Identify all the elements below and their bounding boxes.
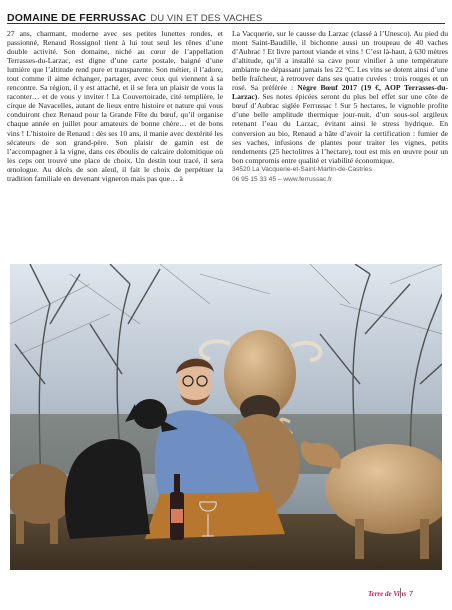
contact-line: 06 95 15 33 45 – www.ferrussac.fr (232, 175, 333, 183)
article-paragraph-1: 27 ans, charmant, moderne avec ses petites lunettes rondes, et passionné, Renaud Rossignol tient à lui tout seul les rênes d’une double activité. Son domaine, niché au cœur de l’appellation Terrasses-du-Larzac, est digne d’une carte postale, baigné d’une lumière que l’altitude rend pure et transparente. Son métier, il l’adore, tout comme il aime échanger, partager, avec ceux qui viennent à sa rencontre. Sa région, il y est attaché, et il se fera un plaisir de vous la raconter… et de vous y inviter ! La Couvertoirade, cité templière, le cirque de Navacelles, autant de lieux entre histoire et nature qui vous conduiront chez Renaud pour la Grande Fête du bœuf, qu’il organise chaque année en juillet pour amateurs de bonne chère… et de bons vins ! L’histoire de Renaud : dès ses 10 ans, il manie avec dextérité les sécateurs de son grand-père. Son plaisir de gamin est de l’accompagner à la vigne, dans ces éboulis de calcaire dolomitique où les ceps ont trouvé une place de choix. Un destin tout tracé, il sera œnologue. Au décès de son aïeul, il fait le choix de perpétuer la tradition familiale en devenant vigneron mais pas que… à (7, 29, 223, 183)
header-rule (7, 23, 445, 24)
paragraph-text-b: . Ses notes épicées seront du plus bel effet sur une côte de bœuf d’Aubrac siglée Ferrussac ! Sur 5 hectares, le vignoble profite d’une belle amplitude thermique jour-nuit, d’un sous-sol argileux retenant l’eau du Larzac, évitant ainsi le stress hydrique. En conversion au bio, Renaud a hâte d’avoir la certification : fumier de ses vaches, infusions de plantes pour traiter les vignes, petits rendements (25 hectolitres à l’hectare), tout est mis en œuvre pour un bon compromis entre qualité et viabilité économique. (232, 92, 448, 165)
article-subtitle: DU VIN ET DES VACHES (150, 13, 263, 24)
footer-separator (400, 588, 401, 598)
article-column-left (7, 29, 223, 255)
address-line: 34520 La Vacquerie-et-Saint-Martin-de-Castries (232, 165, 372, 173)
magazine-logo: Terre de Vins (368, 590, 407, 598)
article-paragraph-2 (232, 29, 448, 165)
featured-wine: Nègre Bœuf 2017 (19 €, AOP Terrasses-du-Larzac) (232, 83, 448, 102)
article-title: DOMAINE DE FERRUSSAC (7, 12, 147, 24)
paragraph-text-a: La Vacquerie, sur le causse du Larzac (classé à l’Unesco). Au pied du mont Saint-Baudille, il bichonne aussi un troupeau de 40 vaches d’Aubrac ! Et livre partout viande et vins ! C’est là-haut, à 630 mètres d’altitude, qu’il a installé sa cave pour vinifier à une température ambiante ne dépassant jamais les 22 °C. Les vins se dotent ainsi d’une belle fraîcheur, à retrouver dans ses quatre cuvées : trois rouges et un rosé. Sa préférée : (232, 29, 448, 93)
article-photo (10, 264, 442, 570)
article-header (7, 8, 445, 24)
article-column-right (232, 29, 448, 255)
page-number: 7 (409, 589, 414, 598)
